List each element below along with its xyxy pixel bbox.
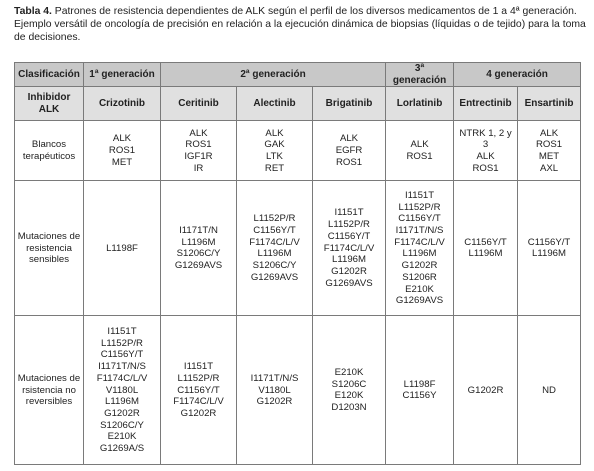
table-cell: I1171T/N L1196M S1206C/Y G1269AVS — [161, 181, 237, 316]
caption-label: Tabla 4. — [14, 6, 52, 17]
table-cell: L1198F — [84, 181, 161, 316]
alk-resistance-table — [14, 62, 581, 465]
table-cell: I1151T L1152P/R C1156Y/T F1174C/L/V G1202R — [161, 316, 237, 465]
table-cell: L1152P/R C1156Y/T F1174C/L/V L1196M S1206C/Y G1269AVS — [237, 181, 313, 316]
table-cell: ALK GAK LTK RET — [237, 121, 313, 181]
table-row — [15, 316, 581, 465]
table-cell: I1151T L1152P/R C1156Y/T F1174C/L/V L1196M G1202R G1269AVS — [313, 181, 386, 316]
table-cell: ALK ROS1 — [386, 121, 454, 181]
first-generation-header: 1ª generación — [84, 63, 161, 87]
table-cell: ND — [518, 316, 581, 465]
table-cell: NTRK 1, 2 y 3 ALK ROS1 — [454, 121, 518, 181]
drug-header-brigatinib: Brigatinib — [313, 87, 386, 121]
table-cell: C1156Y/T L1196M — [518, 181, 581, 316]
drug-header-lorlatinib: Lorlatinib — [386, 87, 454, 121]
drug-header-entrectinib: Entrectinib — [454, 87, 518, 121]
row-label-targets: Blancos terapéuticos — [15, 121, 84, 181]
table-cell: I1151T L1152P/R C1156Y/T I1171T/N/S F1174C/L/V V1180L L1196M G1202R S1206C/Y E210K G1269A/S — [84, 316, 161, 465]
row-label-irreversible-mutations: Mutaciones de rsistencia no reversibles — [15, 316, 84, 465]
fourth-generation-header: 4 generación — [454, 63, 581, 87]
drug-header-row — [15, 87, 581, 121]
table-cell: ALK ROS1 MET AXL — [518, 121, 581, 181]
table-cell: I1151T L1152P/R C1156Y/T I1171T/N/S F1174C/L/V L1196M G1202R S1206R E210K G1269AVS — [386, 181, 454, 316]
drug-header-ceritinib: Ceritinib — [161, 87, 237, 121]
third-generation-header: 3ª generación — [386, 63, 454, 87]
generation-header-row — [15, 63, 581, 87]
table-cell: ALK ROS1 MET — [84, 121, 161, 181]
second-generation-header: 2ª generación — [161, 63, 386, 87]
table-cell: ALK EGFR ROS1 — [313, 121, 386, 181]
table-cell: L1198F C1156Y — [386, 316, 454, 465]
drug-header-crizotinib: Crizotinib — [84, 87, 161, 121]
table-cell: G1202R — [454, 316, 518, 465]
table-row — [15, 121, 581, 181]
inhibitor-header: Inhibidor ALK — [15, 87, 84, 121]
table-caption — [14, 5, 586, 44]
caption-text: Patrones de resistencia dependientes de ALK según el perfil de los diversos medicamentos de 1 a 4ª generación. Ejemplo versátil de oncología de precisión en relación a la ejecución dinámica de biopsias (líquidas o de tejido) para la toma de decisiones. — [14, 6, 586, 43]
table-row — [15, 181, 581, 316]
table-cell: I1171T/N/S V1180L G1202R — [237, 316, 313, 465]
table-cell: C1156Y/T L1196M — [454, 181, 518, 316]
table-cell: ALK ROS1 IGF1R IR — [161, 121, 237, 181]
drug-header-alectinib: Alectinib — [237, 87, 313, 121]
table-cell: E210K S1206C E120K D1203N — [313, 316, 386, 465]
classification-header: Clasificación — [15, 63, 84, 87]
drug-header-ensartinib: Ensartinib — [518, 87, 581, 121]
row-label-sensitive-mutations: Mutaciones de resistencia sensibles — [15, 181, 84, 316]
